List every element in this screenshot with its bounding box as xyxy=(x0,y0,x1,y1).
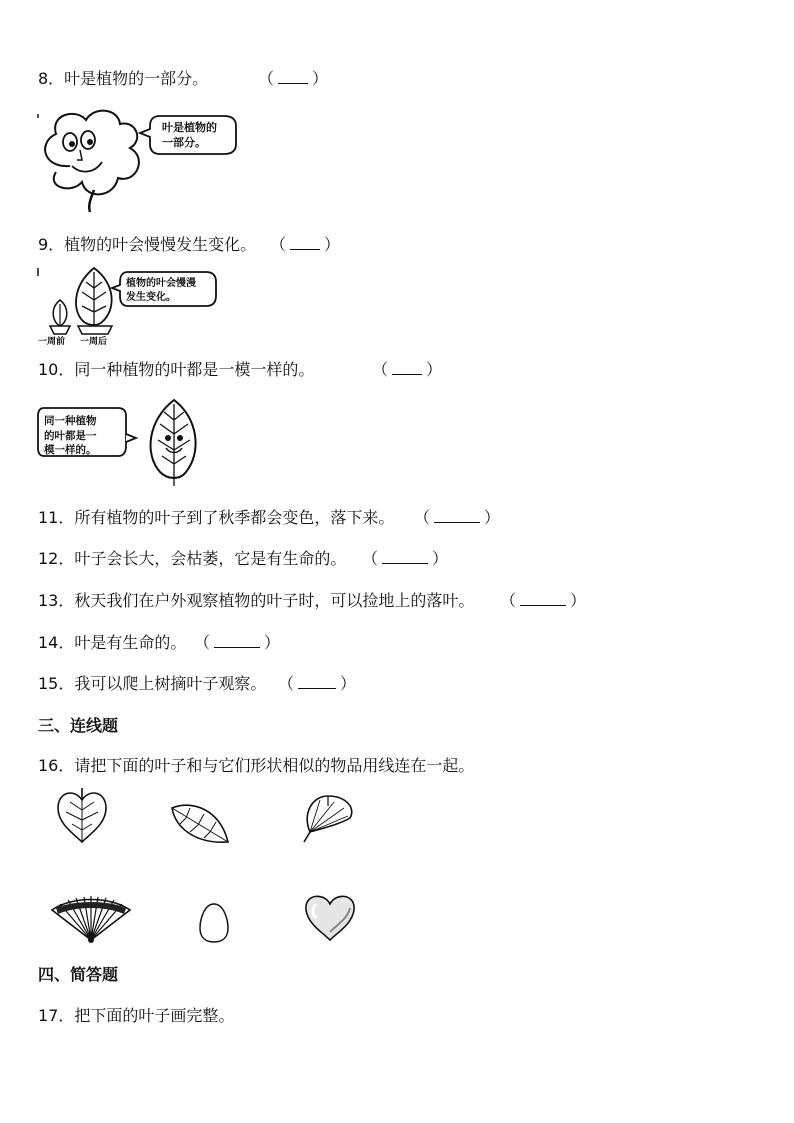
bubble-text-8b: 一部分。 xyxy=(162,136,206,149)
caption-week-before: 一周前 xyxy=(38,337,66,347)
leaf-face-icon xyxy=(36,398,226,490)
bubble-text-9b: 发生变化。 xyxy=(126,292,176,303)
bubble-text-10b: 的叶都是一 xyxy=(44,430,97,442)
heart-icon[interactable] xyxy=(302,892,358,942)
bubble-text-10a: 同一种植物 xyxy=(44,415,97,427)
answer-paren-11: （ ） xyxy=(414,508,501,527)
answer-paren-9: （ ） xyxy=(270,235,341,254)
oval-leaf-icon[interactable] xyxy=(168,800,232,846)
answer-blank-11[interactable] xyxy=(434,508,480,523)
answer-paren-15: （ ） xyxy=(278,674,357,693)
egg-icon[interactable] xyxy=(198,902,230,944)
answer-blank-9[interactable] xyxy=(290,235,320,250)
question-17: 17．把下面的叶子画完整。 xyxy=(38,1006,235,1025)
cartoon-leaf-icon xyxy=(36,106,246,214)
folding-fan-icon[interactable] xyxy=(48,894,134,946)
section-heading-matching: 三、连线题 xyxy=(38,716,119,735)
growing-plant-icon xyxy=(36,264,226,348)
answer-blank-14[interactable] xyxy=(214,633,260,648)
answer-paren-14: （ ） xyxy=(194,633,281,652)
question-10: 10．同一种植物的叶都是一模一样的。 xyxy=(38,360,315,379)
ginkgo-leaf-icon[interactable] xyxy=(290,794,356,844)
caption-week-after: 一周后 xyxy=(80,337,108,347)
question-15: 15．我可以爬上树摘叶子观察。 xyxy=(38,674,267,693)
answer-blank-10[interactable] xyxy=(392,360,422,375)
question-12: 12．叶子会长大，会枯萎，它是有生命的。 xyxy=(38,549,347,568)
question-16: 16．请把下面的叶子和与它们形状相似的物品用线连在一起。 xyxy=(38,756,475,775)
question-11: 11．所有植物的叶子到了秋季都会变色，落下来。 xyxy=(38,508,395,527)
answer-paren-12: （ ） xyxy=(362,549,449,568)
question-8: 8．叶是植物的一部分。 xyxy=(38,69,209,88)
question-13: 13．秋天我们在户外观察植物的叶子时，可以捡地上的落叶。 xyxy=(38,591,475,610)
answer-blank-12[interactable] xyxy=(382,549,428,564)
heart-leaf-icon[interactable] xyxy=(54,786,110,846)
answer-blank-15[interactable] xyxy=(298,674,336,689)
answer-blank-13[interactable] xyxy=(520,591,566,606)
bubble-text-9a: 植物的叶会慢漫 xyxy=(126,278,196,289)
question-14: 14．叶是有生命的。 xyxy=(38,633,187,652)
bubble-text-8a: 叶是植物的 xyxy=(162,121,217,134)
answer-paren-13: （ ） xyxy=(500,591,587,610)
question-9: 9．植物的叶会慢慢发生变化。 xyxy=(38,235,257,254)
answer-paren-10: （ ） xyxy=(372,360,443,379)
answer-blank-8[interactable] xyxy=(278,69,308,84)
section-heading-short-answer: 四、简答题 xyxy=(38,965,119,984)
answer-paren-8: （ ） xyxy=(258,69,329,88)
bubble-text-10c: 模一样的。 xyxy=(44,444,97,456)
